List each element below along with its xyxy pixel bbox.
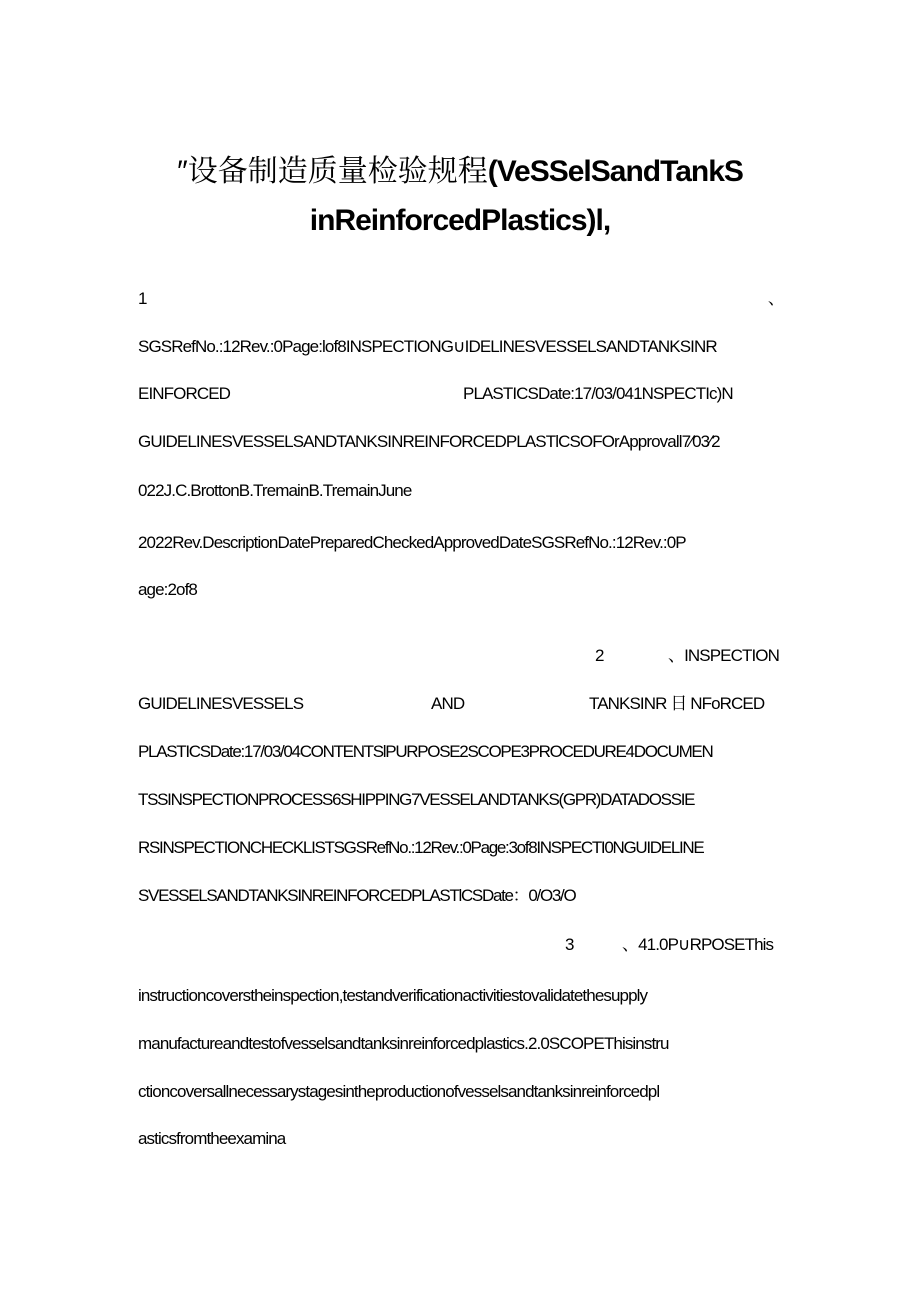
title-latin-text: (VeSSelSandTankS bbox=[487, 155, 743, 188]
document-title-line-1 bbox=[0, 146, 920, 190]
section-1-header bbox=[138, 289, 784, 309]
text-line: instructioncoverstheinspection,testandverificationactivitiestovalidatethesupply bbox=[138, 986, 648, 1005]
text-line: manufactureandtestofvesselsandtanksinreinforcedplastics.2.0SCOPEThisinstru bbox=[138, 1034, 669, 1053]
section-1-mark: 、 bbox=[767, 289, 784, 308]
text-line-split-left: GUIDELINESVESSELS bbox=[138, 694, 304, 713]
text-line: RSINSPECTIONCHECKLISTSGSRefNo.:12Rev.:0Page:3of8INSPECTI0NGUIDELINE bbox=[138, 838, 704, 857]
text-line: SVESSELSANDTANKSINREINFORCEDPLASTlCSDate：0/O3/O bbox=[138, 886, 576, 905]
text-line-split-right: PLASTICSDate:17/03/041NSPECTIc)N bbox=[463, 384, 733, 403]
text-line: asticsfromtheexamina bbox=[138, 1129, 286, 1148]
document-title-line-2: inReinforcedPlastics)l, bbox=[309, 204, 611, 237]
text-line: ctioncoversallnecessarystagesintheproductionofvesselsandtanksinreinforcedpl bbox=[138, 1082, 660, 1101]
text-line: 2022Rev.DescriptionDatePreparedCheckedApprovedDateSGSRefNo.:12Rev.:0P bbox=[138, 533, 686, 552]
text-line: GUIDELINESVESSELSANDTANKSINREINFORCEDPLASTlCSOFOrApprovall7∕03∕2 bbox=[138, 432, 720, 451]
text-line: TSSINSPECTIONPROCESS6SHIPPING7VESSELANDTANKS(GPR)DATADOSSIE bbox=[138, 790, 695, 809]
title-cjk-text: ″设备制造质量检验规程 bbox=[177, 155, 488, 188]
section-1-number: 1 bbox=[138, 289, 147, 308]
text-line-split-right: TANKSINR 日 NFoRCED bbox=[589, 694, 765, 713]
text-line: SGSRefNo.:12Rev.:0Page:lof8INSPECTIONG∪IDELINESVESSELSANDTANKSINR bbox=[138, 337, 717, 356]
section-3-heading: 、41.0P∪RPOSEThis bbox=[622, 935, 774, 954]
text-line-split-left: EINFORCED bbox=[138, 384, 231, 403]
text-line: age:2of8 bbox=[138, 580, 197, 599]
section-3-number: 3 bbox=[565, 935, 574, 954]
text-line-split-middle: AND bbox=[431, 694, 465, 713]
text-line: PLASTICSDate:17/03/04CONTENTSlPURPOSE2SCOPE3PROCEDURE4DOCUMEN bbox=[138, 742, 713, 761]
section-2-number: 2 bbox=[595, 646, 604, 665]
section-2-heading: 、INSPECTION bbox=[668, 646, 780, 665]
text-line: 022J.C.BrottonB.TremainB.TremainJune bbox=[138, 481, 412, 500]
